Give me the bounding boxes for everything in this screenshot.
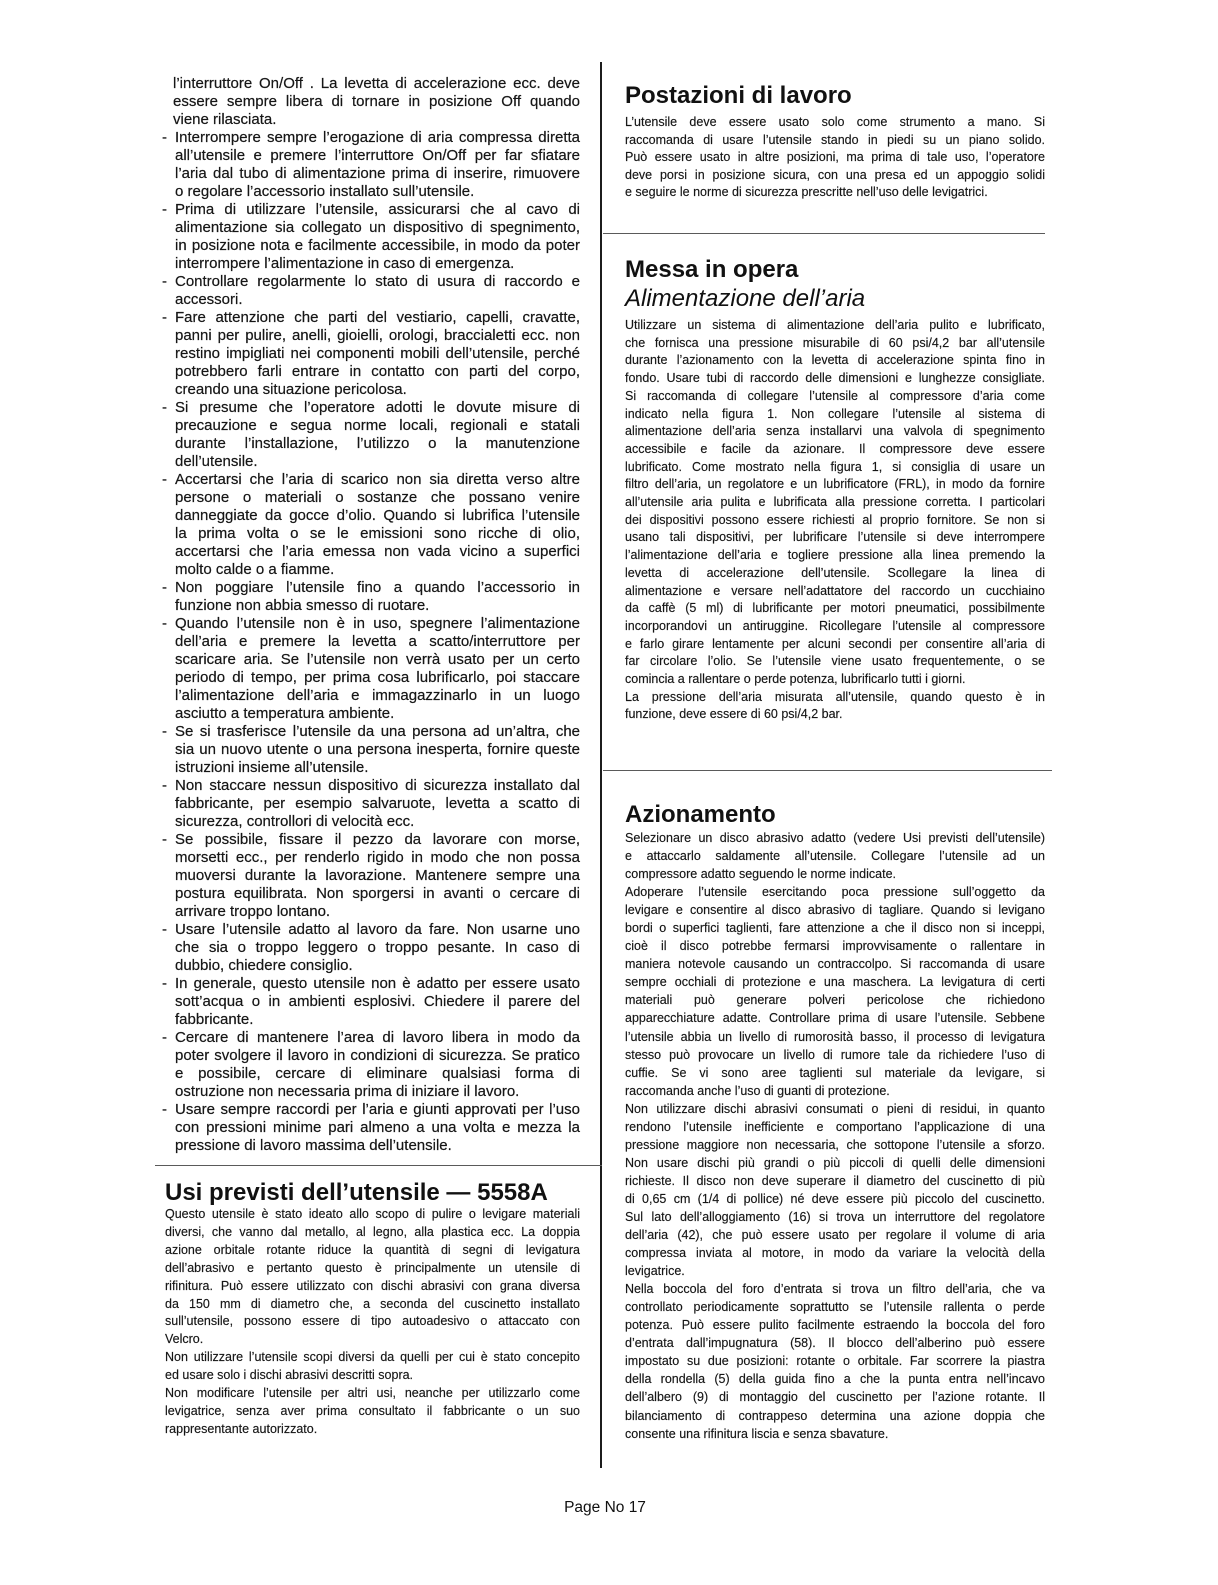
- bullet-marker: -: [162, 615, 167, 632]
- text-line: Non modificare l’utensile per altri usi, neanche per utilizzarlo come: [165, 1386, 580, 1401]
- text-line: da caffè (5 ml) di lubrificante per motori pneumatici, possibilmente: [625, 601, 1045, 616]
- text-line: Accertarsi che l’aria di scarico non sia diretta verso altre: [175, 471, 580, 488]
- bullet-item: [160, 201, 580, 273]
- paragraph: [625, 883, 1045, 1100]
- bullet-item: [160, 309, 580, 399]
- bullet-item: [160, 471, 580, 579]
- intro-paragraph: [160, 75, 580, 129]
- text-line: alimentazione e versare nell’adattatore del raccordo un cucchiaino: [625, 583, 1045, 598]
- bullet-item: [160, 1101, 580, 1155]
- bullet-item: [160, 399, 580, 471]
- text-line: Sul lato dell’alloggiamento (16) si trova un interruttore del regolatore: [625, 1209, 1045, 1224]
- text-line: bilanciamento di contrappeso determina una azione doppia che: [625, 1408, 1045, 1423]
- text-line: Può essere usato in altre posizioni, ma prima di tale uso, l’operatore: [625, 150, 1045, 164]
- text-line: controllato periodicamente soprattutto se l’utensile rallenta o perde: [625, 1300, 1045, 1315]
- text-line: diversi, che vanno dal metallo, al legno, alla plastica ecc. La doppia: [165, 1224, 580, 1239]
- text-line: accessibile e facile da azionare. Il compressore deve essere: [625, 441, 1045, 456]
- text-line: da 150 mm di diametro che, a seconda del cuscinetto installato: [165, 1296, 580, 1311]
- text-line: persone o materiali o sostanze che possano venire: [175, 489, 580, 506]
- text-line: ed usare solo i dischi abrasivi descritti sopra.: [165, 1368, 414, 1383]
- text-line: restino impigliati nei componenti mobili dell’utensile, perché: [175, 345, 580, 362]
- text-line: precauzione e segua norme locali, regionali e statali: [175, 417, 580, 434]
- text-line: creando una situazione pericolosa.: [175, 381, 407, 398]
- text-line: levigatrice, senza aver prima consultato il fabbricante o un suo: [165, 1403, 580, 1418]
- text-line: richieste. Il disco non deve superare il diametro del cuscinetto di più: [625, 1173, 1045, 1188]
- bullet-item: [160, 273, 580, 309]
- text-line: funzione non abbia smesso di ruotare.: [175, 597, 430, 614]
- text-line: levetta di accelerazione dell’utensile. Scollegare la linea di: [625, 565, 1045, 580]
- column-divider: [600, 62, 602, 1468]
- bullet-marker: -: [162, 723, 167, 740]
- text-line: azione orbitale rotante riduce la quantità di segni di levigatura: [165, 1242, 580, 1257]
- bullet-marker: -: [162, 201, 167, 218]
- messa-in-opera-heading: Messa in opera: [625, 256, 799, 283]
- text-line: in posizione nota e facilmente accessibile, in modo da poter: [175, 237, 580, 254]
- text-line: morsetti ecc., per renderlo rigido in modo che non possa: [175, 849, 580, 866]
- bullet-item: [160, 1029, 580, 1101]
- text-line: periodo di tempo, per prima cosa lubrificarlo, poi staccare: [175, 669, 580, 686]
- text-line: Se si trasferisce l’utensile da una persona ad un’altra, che: [175, 723, 580, 740]
- text-line: impostato su due posizioni: rotante o orbitale. Far scorrere la piastra: [625, 1354, 1045, 1369]
- text-line: di 0,65 cm (1/4 di pollice) né deve essere più piccolo del cuscinetto.: [625, 1191, 1045, 1206]
- text-line: incorporandovi un antiruggine. Ricollegare l’utensile al compressore: [625, 618, 1045, 633]
- text-line: durante l’azionamento con la levetta di accelerazione spinta fino in: [625, 353, 1045, 368]
- text-line: dell’abrasivo e pertanto questo è principalmente un utensile di: [165, 1260, 580, 1275]
- text-line: cuffie. Se vi sono aree taglienti sul materiale da levigare, si: [625, 1065, 1045, 1080]
- text-line: durante l’installazione, l’utilizzo o la manutenzione: [175, 435, 580, 452]
- bullet-marker: -: [162, 921, 167, 938]
- text-line: L’utensile deve essere usato solo come strumento a mano. Si: [625, 115, 1045, 129]
- text-line: e attaccarlo saldamente all’utensile. Collegare l’utensile ad un: [625, 849, 1045, 864]
- bullet-item: [160, 615, 580, 723]
- text-line: stesso può provocare un livello di rumore tale da richiedere l’uso di: [625, 1047, 1045, 1062]
- text-line: poter svolgere il lavoro in condizioni di sicurezza. Se pratico: [175, 1047, 580, 1064]
- text-line: Usare sempre raccordi per l’aria e giunti approvati per l’uso: [175, 1101, 580, 1118]
- text-line: accessori.: [175, 291, 243, 308]
- text-line: Controllare regolarmente lo stato di usura di raccordo e: [175, 273, 580, 290]
- text-line: materiali può generare polveri pericolose che richiedono: [625, 993, 1045, 1008]
- text-line: potrebbero farli entrare in contatto con parti del corpo,: [175, 363, 580, 380]
- text-line: della rondella (5) della guida fino a che la punta entra nell’incavo: [625, 1372, 1045, 1387]
- text-line: Adoperare l’utensile esercitando poca pressione sull’oggetto da: [625, 885, 1045, 900]
- text-line: panni per pulire, anelli, gioielli, orologi, braccialetti ecc. non: [175, 327, 580, 344]
- azionamento-section: [625, 801, 1045, 1443]
- text-line: far circolare l’olio. Se l’utensile viene usato frequentemente, o se: [625, 654, 1045, 669]
- text-line: deve porsi in posizione sicura, con una presa ed un appoggio solidi: [625, 167, 1045, 182]
- text-line: con pressioni minime pari almeno a una volta e mezza la: [175, 1119, 580, 1136]
- text-line: d’entrata dall’impugnatura (58). Il blocco dell’alberino può essere: [625, 1336, 1045, 1351]
- text-line: Prima di utilizzare l’utensile, assicurarsi che al cavo di: [175, 201, 580, 218]
- text-line: postura equilibrata. Non sporgersi in avanti o cercare di: [175, 885, 580, 902]
- text-line: consente una rifinitura liscia e senza sbavature.: [625, 1426, 889, 1441]
- text-line: fondo. Usare tubi di raccordo delle dimensioni e lunghezze consigliate.: [625, 371, 1045, 386]
- text-line: Non poggiare l’utensile fino a quando l’accessorio in: [175, 579, 580, 596]
- text-line: cioè il disco potrebbe fermarsi improvvisamente o rallentare in: [625, 939, 1045, 954]
- text-line: Cercare di mantenere l’area di lavoro libera in modo da: [175, 1029, 580, 1046]
- text-line: Velcro.: [165, 1332, 204, 1347]
- text-line: dubbio, chiedere consiglio.: [175, 957, 353, 974]
- paragraph: [625, 1280, 1045, 1442]
- text-line: sempre occhiali di protezione e una maschera. La levigatura di certi: [625, 975, 1045, 990]
- bullet-item: [160, 579, 580, 615]
- text-line: l’alimentazione dell’aria e togliere pressione alla linea premendo la: [625, 548, 1045, 563]
- text-line: accertarsi che l’aria emessa non vada vicino a superfici: [175, 543, 580, 560]
- text-line: danneggiate da gocce d’olio. Quando si lubrifica l’utensile: [175, 507, 580, 524]
- bullet-item: [160, 777, 580, 831]
- bullet-marker: -: [162, 831, 167, 848]
- text-line: pressione di lavoro massima dell’utensile.: [175, 1137, 452, 1154]
- bullet-marker: -: [162, 1101, 167, 1118]
- text-line: muoversi durante la lavorazione. Mantenere sempre una: [175, 867, 580, 884]
- text-line: Non utilizzare l’utensile scopi diversi da quelli per cui è stato concepito: [165, 1350, 580, 1365]
- paragraph: [625, 689, 1045, 724]
- text-line: lubrificato. Come mostrato nella figura 1, si consiglia di usare un: [625, 459, 1045, 474]
- text-line: arrivare troppo lontano.: [175, 903, 331, 920]
- text-line: scaricare aria. Se l’utensile non verrà usato per un certo: [175, 651, 580, 668]
- safety-instructions: [160, 75, 580, 1155]
- text-line: bordi o superfici taglienti, fare attenzione a che il disco non si inceppi,: [625, 921, 1045, 936]
- postazioni-section: [625, 82, 1045, 202]
- text-line: Usare l’utensile adatto al lavoro da fare. Non usarne uno: [175, 921, 580, 938]
- bullet-marker: -: [162, 129, 167, 146]
- text-line: ostruzione non necessaria prima di iniziare il lavoro.: [175, 1083, 520, 1100]
- section-divider: [155, 1165, 602, 1166]
- bullet-marker: -: [162, 579, 167, 596]
- paragraph: [625, 829, 1045, 883]
- text-line: apparecchiature adatte. Controllare prima di usare l’utensile. Sebbene: [625, 1011, 1045, 1026]
- safety-bullet-list: [160, 129, 580, 1155]
- text-line: levigare e consentire al disco abrasivo di tagliare. Quando si levigano: [625, 903, 1045, 918]
- paragraph: [165, 1206, 580, 1349]
- text-line: all’utensile aria pulita e lubrificata alla pressione corretta. I particolari: [625, 495, 1045, 510]
- usi-previsti-section: [165, 1179, 580, 1439]
- text-line: asciutto a temperatura ambiente.: [175, 705, 395, 722]
- paragraph: [625, 317, 1045, 689]
- paragraph: [625, 114, 1045, 202]
- text-line: Non staccare nessun dispositivo di sicurezza installato dal: [175, 777, 580, 794]
- bullet-item: [160, 129, 580, 201]
- text-line: fabbricante.: [175, 1011, 254, 1028]
- bullet-marker: -: [162, 471, 167, 488]
- azionamento-heading: Azionamento: [625, 801, 776, 828]
- text-line: istruzioni insieme all’utensile.: [175, 759, 369, 776]
- text-line: la prima volta o se le emissioni sono ricche di olio,: [175, 525, 580, 542]
- text-line: dell’aria e premere la levetta a scatto/interruttore per: [175, 633, 580, 650]
- text-line: dei dispositivi possono essere richiesti al proprio fornitore. Se non si: [625, 512, 1045, 527]
- postazioni-body: [625, 114, 1045, 202]
- text-line: Questo utensile è stato ideato allo scopo di pulire o levigare materiali: [165, 1207, 580, 1221]
- text-line: raccomanda di usare l’utensile stando in piedi su un piano solido.: [625, 132, 1045, 147]
- text-line: comincia a rallentare o perde potenza, lubrificarlo tutti i giorni.: [625, 672, 966, 687]
- bullet-item: [160, 723, 580, 777]
- alimentazione-subheading: Alimentazione dell’aria: [625, 285, 866, 312]
- text-line: l’interruttore On/Off . La levetta di accelerazione ecc. deve: [173, 75, 580, 92]
- text-line: sott’acqua o in ambienti esplosivi. Chiedere il parere del: [175, 993, 580, 1010]
- text-line: l’aria dal tubo di alimentazione prima di inserire, rimuovere: [175, 165, 580, 182]
- text-line: indicato nella figura 1. Non collegare l’utensile al sistema di: [625, 406, 1045, 421]
- paragraph: [625, 1100, 1045, 1280]
- text-line: In generale, questo utensile non è adatto per essere usato: [175, 975, 580, 992]
- text-line: e farlo girare lentamente per alcuni secondi per consentire all’aria di: [625, 636, 1045, 651]
- paragraph: [165, 1385, 580, 1439]
- text-line: e seguire le norme di sicurezza prescritte nell’uso delle levigatrici.: [625, 185, 988, 199]
- text-line: Se possibile, fissare il pezzo da lavorare con morse,: [175, 831, 580, 848]
- text-line: potenza. Può essere pulito facilmente estraendo la boccola del foro: [625, 1318, 1045, 1333]
- bullet-marker: -: [162, 777, 167, 794]
- usi-previsti-body: [165, 1206, 580, 1439]
- bullet-marker: -: [162, 1029, 167, 1046]
- text-line: filtro dell’aria, un regolatore e un lubrificatore (FRL), in modo da fornire: [625, 477, 1045, 492]
- page-number: Page No 17: [564, 1499, 646, 1516]
- postazioni-heading: Postazioni di lavoro: [625, 82, 852, 109]
- text-line: molto calde o a fiamme.: [175, 561, 335, 578]
- text-line: usano tali dispositivi, per lubrificare l’utensile si deve interrompere: [625, 530, 1045, 545]
- bullet-item: [160, 831, 580, 921]
- text-line: La pressione dell’aria misurata all’utensile, quando questo è in: [625, 689, 1045, 704]
- text-line: raccomanda anche l’uso di guanti di protezione.: [625, 1083, 890, 1098]
- text-line: Non utilizzare dischi abrasivi consumati o pieni di residui, in quanto: [625, 1101, 1045, 1116]
- text-line: alimentazione sia collegato un dispositivo di spegnimento,: [175, 219, 580, 236]
- section-divider: [603, 233, 1045, 234]
- usi-previsti-heading: Usi previsti dell’utensile — 5558A: [165, 1179, 548, 1206]
- bullet-marker: -: [162, 309, 167, 326]
- text-line: l’alimentazione dell’aria e immagazzinarlo in un luogo: [175, 687, 580, 704]
- text-line: pressione maggiore non necessaria, che sottopone l’utensile a sforzo.: [625, 1137, 1045, 1152]
- text-line: l’utensile abbia un livello di rumorosità basso, il processo di levigatura: [625, 1029, 1045, 1044]
- azionamento-body: [625, 829, 1045, 1443]
- text-line: Si presume che l’operatore adotti le dovute misure di: [175, 399, 580, 416]
- text-line: Selezionare un disco abrasivo adatto (vedere Usi previsti dell’utensile): [625, 831, 1045, 845]
- text-line: rendono l’utensile inefficiente e comportano l’applicazione di una: [625, 1119, 1045, 1134]
- text-line: funzione, deve essere di 60 psi/4,2 bar.: [625, 707, 843, 722]
- text-line: Quando l’utensile non è in uso, spegnere l’alimentazione: [175, 615, 580, 632]
- messa-in-opera-section: [625, 256, 1045, 724]
- section-divider: [603, 770, 1052, 771]
- text-line: Fare attenzione che parti del vestiario, capelli, cravatte,: [175, 309, 580, 326]
- text-line: Nella boccola del foro d’entrata si trova un filtro dell’aria, che va: [625, 1282, 1045, 1297]
- text-line: sull’utensile, possono essere di tipo autoadesivo o attaccato con: [165, 1314, 580, 1329]
- bullet-marker: -: [162, 273, 167, 290]
- text-line: Non usare dischi più grandi o più piccoli di quelli delle dimensioni: [625, 1155, 1045, 1170]
- text-line: sicurezza, controllori di velocità ecc.: [175, 813, 415, 830]
- text-line: all’utensile e premere l’interruttore On/Off per far sfiatare: [175, 147, 580, 164]
- text-line: rappresentante autorizzato.: [165, 1421, 318, 1436]
- bullet-marker: -: [162, 975, 167, 992]
- text-line: essere sempre libera di tornare in posizione Off quando: [173, 93, 580, 110]
- text-line: dell’utensile.: [175, 453, 258, 470]
- text-line: Si raccomanda di collegare l’utensile al compressore d’aria come: [625, 388, 1045, 403]
- text-line: dell’albero (9) di montaggio del cuscinetto per l’azione rotante. Il: [625, 1390, 1045, 1405]
- text-line: rifinitura. Può essere utilizzato con dischi abrasivi con grana diversa: [165, 1278, 580, 1293]
- text-line: compressa inviata al motore, in modo da variare la velocità della: [625, 1246, 1045, 1261]
- text-line: compressore adatto seguendo le norme indicate.: [625, 867, 896, 882]
- bullet-marker: -: [162, 399, 167, 416]
- messa-in-opera-body: [625, 317, 1045, 724]
- text-line: e possibile, cercare di eliminare qualsiasi forma di: [175, 1065, 580, 1082]
- text-line: viene rilasciata.: [173, 111, 277, 128]
- text-line: levigatrice.: [625, 1264, 685, 1279]
- text-line: Utilizzare un sistema di alimentazione dell’aria pulito e lubrificato,: [625, 318, 1045, 332]
- text-line: che fornisca una pressione misurabile di 60 psi/4,2 bar all’utensile: [625, 335, 1045, 350]
- text-line: alimentazione dell’aria senza installarvi una valvola di spegnimento: [625, 424, 1045, 439]
- text-line: maniera notevole causando un contraccolpo. Si raccomanda di usare: [625, 957, 1045, 972]
- text-line: fabbricante, per esempio salvaruote, levetta a scatto di: [175, 795, 580, 812]
- bullet-item: [160, 975, 580, 1029]
- text-line: o regolare l’accessorio installato sull’utensile.: [175, 183, 475, 200]
- bullet-item: [160, 921, 580, 975]
- text-line: interrompere l’alimentazione in caso di emergenza.: [175, 255, 515, 272]
- text-line: Interrompere sempre l’erogazione di aria compressa diretta: [175, 129, 580, 146]
- text-line: sia un nuovo utente o una persona inesperta, fornire queste: [175, 741, 580, 758]
- text-line: dell’aria (42), che può essere usato per regolare il volume di aria: [625, 1228, 1045, 1243]
- text-line: che sia o troppo leggero o troppo pesante. In caso di: [175, 939, 580, 956]
- paragraph: [165, 1349, 580, 1385]
